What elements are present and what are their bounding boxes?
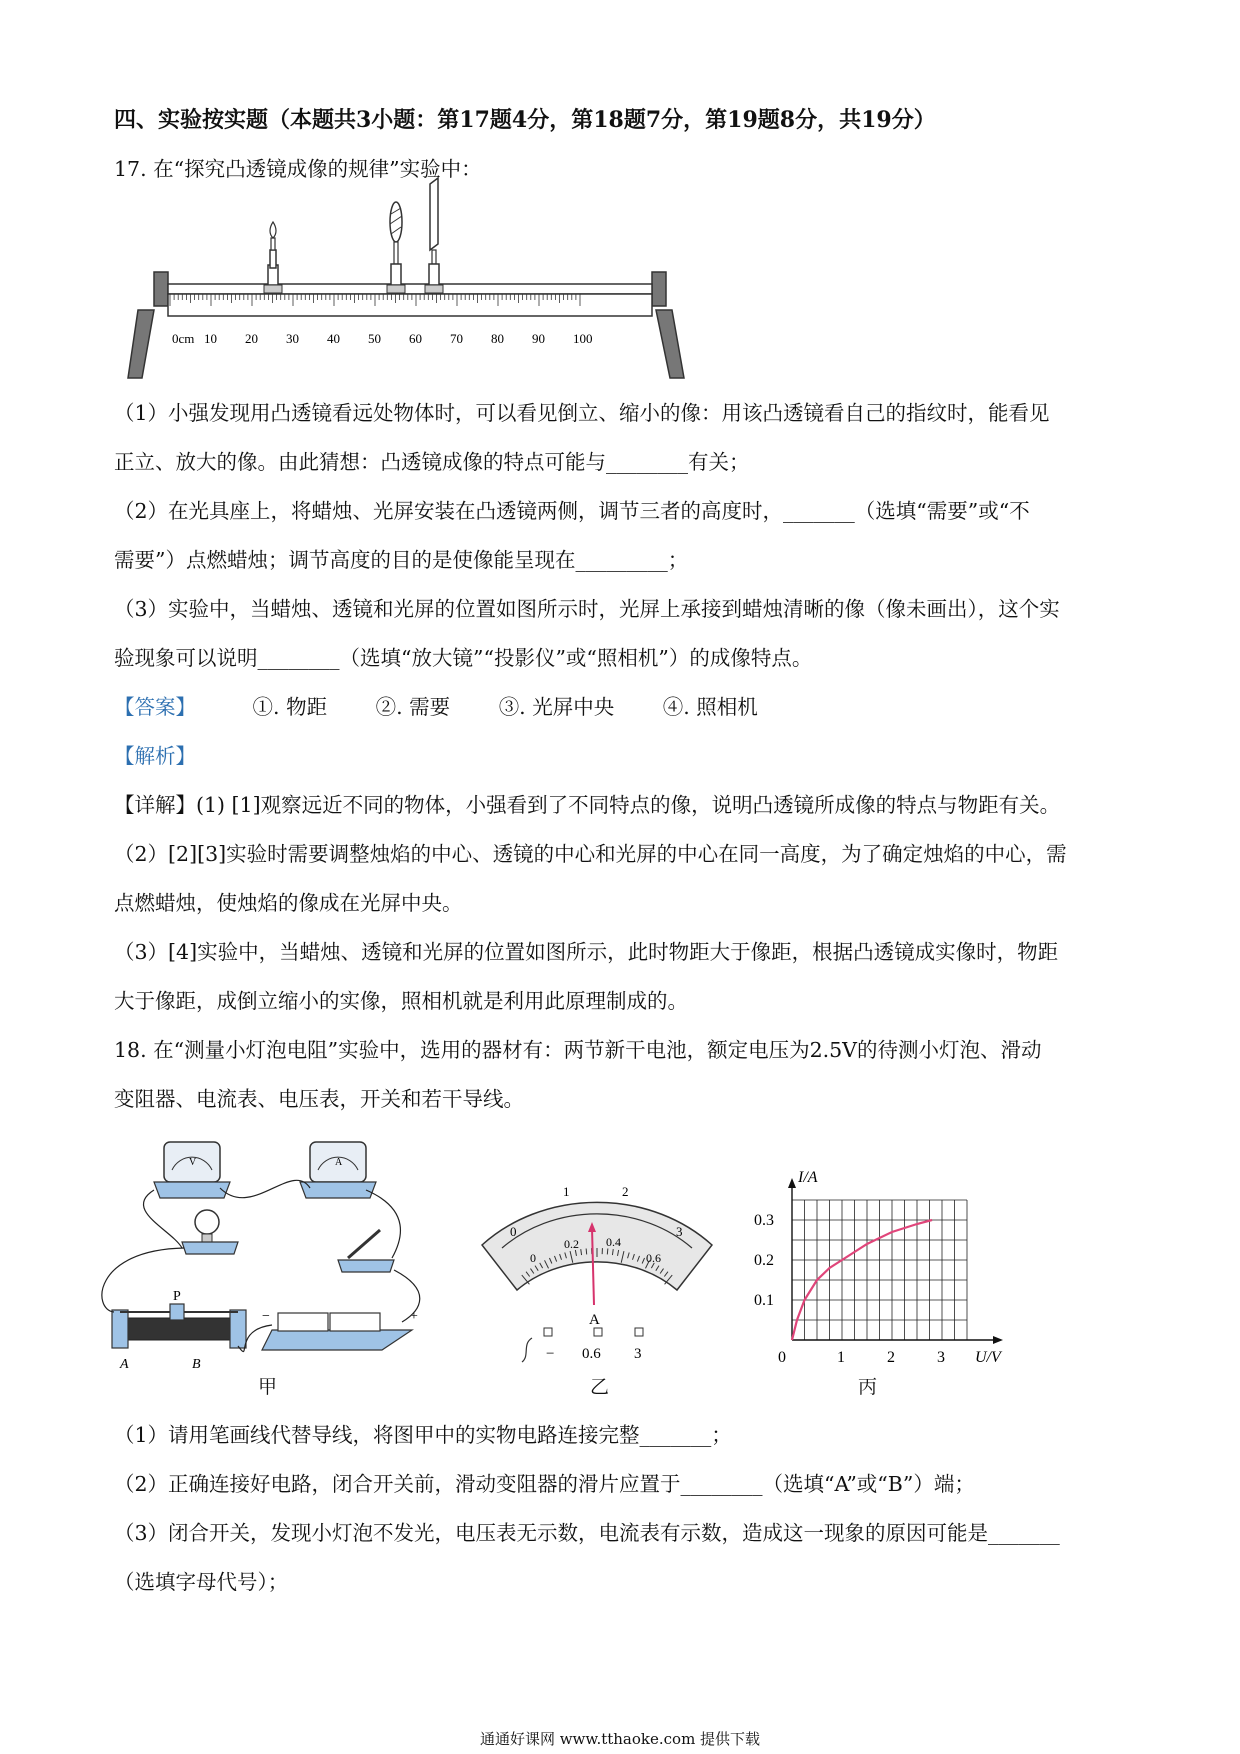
q17-part3-line2: 验现象可以说明________（选填“放大镜”“投影仪”或“照相机”）的成像特点。 xyxy=(114,646,813,670)
bench-tick-label: 100 xyxy=(573,331,593,346)
dial-lower-2: 0.4 xyxy=(606,1235,621,1249)
voltmeter-label: V xyxy=(189,1157,197,1168)
dial-face xyxy=(482,1202,712,1290)
q18-part2: （2）正确连接好电路，闭合开关前，滑动变阻器的滑片应置于________（选填“A”或“B”）端； xyxy=(114,1472,975,1496)
bench-tick-label: 90 xyxy=(532,331,545,346)
slider-label: P xyxy=(173,1289,181,1304)
caption-yi: 乙 xyxy=(590,1376,610,1398)
chart-x-tick-label: 3 xyxy=(937,1349,945,1366)
q17-detail2-line2: 点燃蜡烛，使烛焰的像成在光屏中央。 xyxy=(114,891,463,915)
optical-bench-figure xyxy=(128,200,698,390)
q17-detail3-line2: 大于像距，成倒立缩小的实像，照相机就是利用此原理制成的。 xyxy=(114,989,688,1013)
ammeter-label: A xyxy=(335,1157,343,1168)
dial-upper-3: 3 xyxy=(676,1224,683,1239)
caption-bing: 丙 xyxy=(858,1376,878,1398)
bench-left-end xyxy=(154,272,168,306)
q18-stem-line1: 18. 在“测量小灯泡电阻”实验中，选用的器材有：两节新干电池，额定电压为2.5V的待测小灯泡、滑动 xyxy=(114,1038,1042,1062)
chart-x-tick-label: 1 xyxy=(837,1349,845,1366)
answer-2: ②. 需要 xyxy=(375,695,451,719)
q17-stem: 17. 在“探究凸透镜成像的规律”实验中： xyxy=(114,157,482,181)
battery-neg: − xyxy=(262,1309,270,1324)
terminal-3: 3 xyxy=(634,1346,642,1362)
chart-axes xyxy=(788,1178,1003,1344)
chart-x-tick-label: 2 xyxy=(887,1349,895,1366)
q17-detail2-line1: （2）[2][3]实验时需要调整烛焰的中心、透镜的中心和光屏的中心在同一高度，为了确定烛焰的中心，需 xyxy=(114,842,1067,866)
q18-part3-line1: （3）闭合开关，发现小灯泡不发光，电压表无示数，电流表有示数，造成这一现象的原因可能是_______ xyxy=(114,1521,1060,1545)
end-a-label: A xyxy=(120,1357,129,1372)
q17-part1-line1: （1）小强发现用凸透镜看远处物体时，可以看见倒立、缩小的像：用该凸透镜看自己的指纹时，能看见 xyxy=(114,401,1050,425)
switch xyxy=(338,1230,394,1272)
light-screen xyxy=(425,178,443,293)
chart-y-tick-label: 0.3 xyxy=(754,1212,774,1229)
chart-y-tick-label: 0.2 xyxy=(754,1252,774,1269)
bench-tick-label: 60 xyxy=(409,331,422,346)
bench-right-leg xyxy=(656,310,684,378)
bench-scale xyxy=(168,294,652,316)
bench-tick-label: 20 xyxy=(245,331,258,346)
answer-4: ④. 照相机 xyxy=(662,695,758,719)
bench-rail xyxy=(168,284,652,294)
dial-upper-0: 0 xyxy=(510,1224,517,1239)
bench-left-leg xyxy=(128,310,154,378)
rheostat xyxy=(112,1289,246,1372)
chart-xlabel: U/V xyxy=(975,1349,1001,1366)
candle xyxy=(264,222,282,293)
dial-lower-3: 0.6 xyxy=(646,1251,661,1265)
q17-detail3-line1: （3）[4]实验中，当蜡烛、透镜和光屏的位置如图所示，此时物距大于像距，根据凸透镜成实像时，物距 xyxy=(114,940,1059,964)
chart-y-tick-label: 0.1 xyxy=(754,1292,774,1309)
battery-box xyxy=(262,1309,418,1350)
q17-part1-line2: 正立、放大的像。由此猜想：凸透镜成像的特点可能与________有关； xyxy=(114,450,750,474)
bench-tick-label: 50 xyxy=(368,331,381,346)
q17-answer-row xyxy=(114,692,800,722)
caption-jia: 甲 xyxy=(258,1376,278,1398)
iu-chart xyxy=(752,1169,1001,1380)
terminal-06: 0.6 xyxy=(582,1346,601,1362)
bench-tick-label: 10 xyxy=(204,331,217,346)
bench-tick-labels xyxy=(204,331,593,346)
q17-part2-line2: 需要”）点燃蜡烛；调节高度的目的是使像能呈现在_________； xyxy=(114,548,689,572)
convex-lens xyxy=(387,202,405,293)
q18-part1: （1）请用笔画线代替导线，将图甲中的实物电路连接完整_______； xyxy=(114,1423,732,1447)
answer-1: ①. 物距 xyxy=(252,695,328,719)
q17-part3-line1: （3）实验中，当蜡烛、透镜和光屏的位置如图所示时，光屏上承接到蜡烛清晰的像（像未画出），这个实 xyxy=(114,597,1060,621)
light-bulb xyxy=(182,1210,238,1254)
q18-stem-line2: 变阻器、电流表、电压表，开关和若干导线。 xyxy=(114,1087,524,1111)
end-b-label: B xyxy=(192,1357,201,1372)
bench-tick-label: 70 xyxy=(450,331,463,346)
bench-tick-label: 40 xyxy=(327,331,340,346)
bench-tick-label: 80 xyxy=(491,331,504,346)
q18-part3-line2: （选填字母代号）； xyxy=(114,1570,289,1594)
ammeter-dial-figure xyxy=(472,1130,722,1370)
dial-lower-1: 0.2 xyxy=(564,1237,579,1251)
chart-origin: 0 xyxy=(778,1349,786,1366)
bench-unit-label: 0cm xyxy=(172,331,195,346)
battery-pos: + xyxy=(410,1309,418,1324)
chart-grid xyxy=(792,1200,967,1340)
chart-tick-labels xyxy=(754,1212,945,1366)
section-title: 四、实验按实题（本题共3小题：第17题4分，第18题7分，第19题8分，共19分） xyxy=(114,107,936,133)
circuit-figure xyxy=(112,1130,442,1370)
voltmeter xyxy=(154,1142,230,1198)
dial-unit: A xyxy=(589,1312,600,1328)
q17-part2-line1: （2）在光具座上，将蜡烛、光屏安装在凸透镜两侧，调节三者的高度时，_______（选填“需要”或“不 xyxy=(114,499,1030,523)
bench-tick-label: 30 xyxy=(286,331,299,346)
answer-label: 【答案】 xyxy=(114,695,196,719)
dial-lower-0: 0 xyxy=(530,1251,536,1265)
footer-text: 通通好课网 www.tthaoke.com 提供下载 xyxy=(479,1730,761,1748)
dial-upper-1: 1 xyxy=(563,1184,570,1199)
bench-right-end xyxy=(652,272,666,306)
chart-ylabel: I/A xyxy=(798,1169,818,1186)
ammeter xyxy=(300,1142,376,1198)
terminal-neg: − xyxy=(546,1346,555,1362)
dial-upper-2: 2 xyxy=(622,1184,629,1199)
analysis-label: 【解析】 xyxy=(114,744,196,768)
q17-detail1: 【详解】(1) [1]观察远近不同的物体，小强看到了不同特点的像，说明凸透镜所成像的特点与物距有关。 xyxy=(114,793,1061,817)
answer-3: ③. 光屏中央 xyxy=(498,695,615,719)
